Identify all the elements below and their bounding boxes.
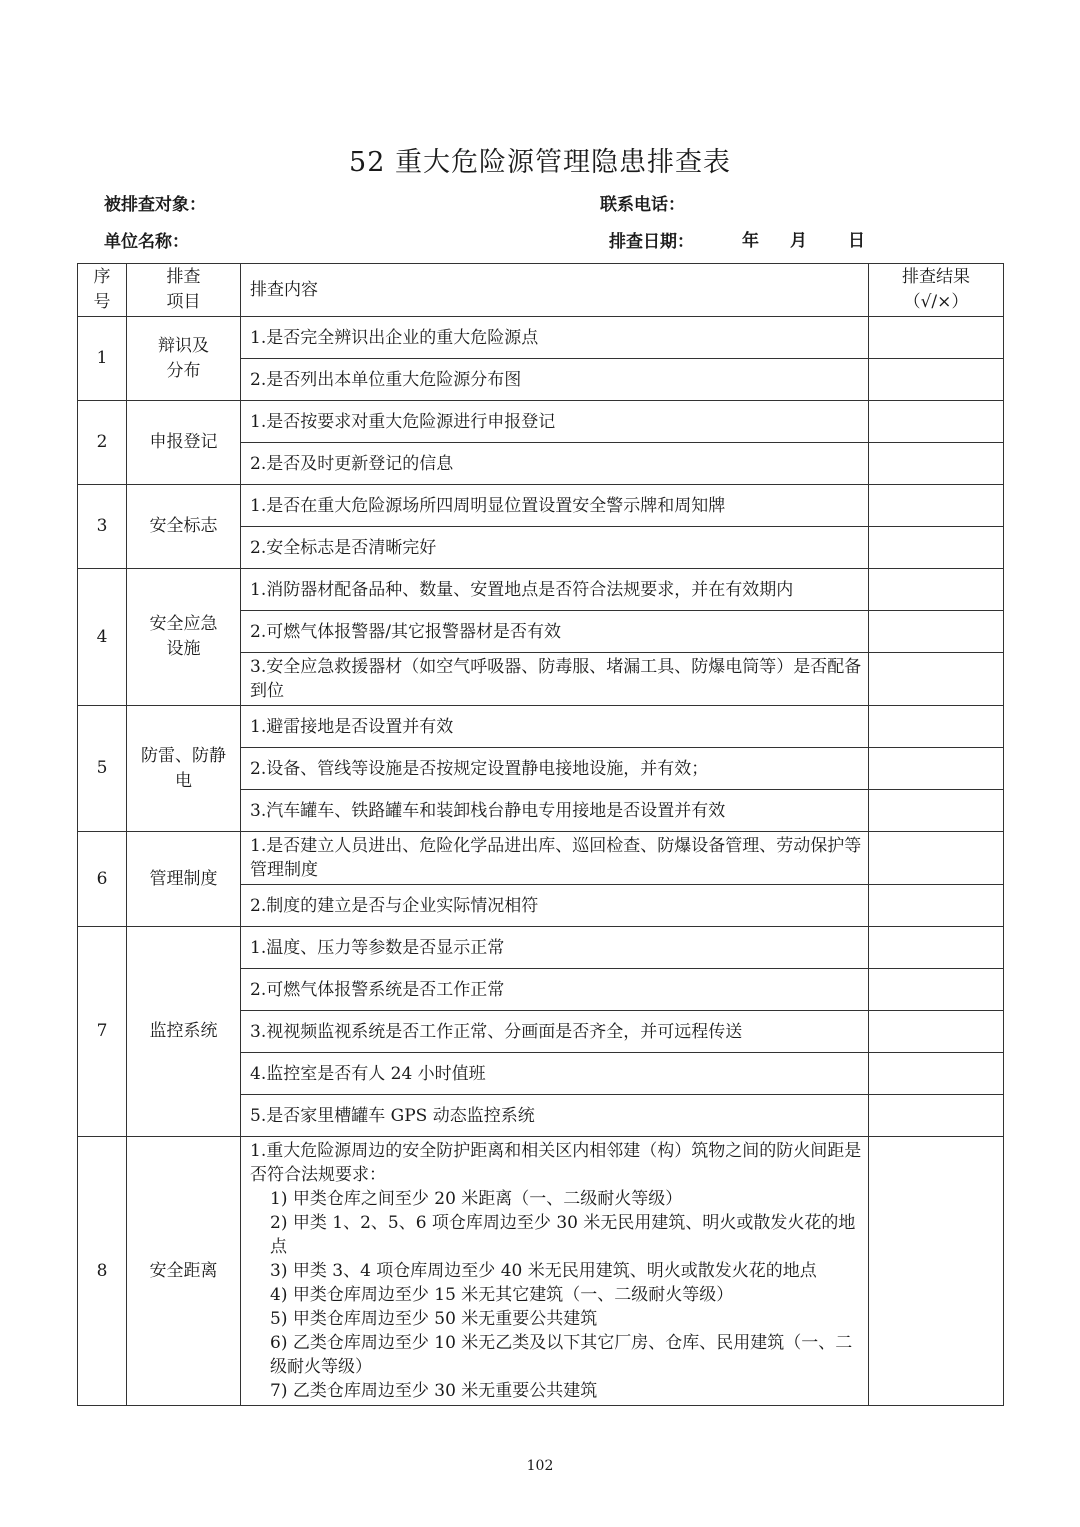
check-item-line1: 管理制度 bbox=[149, 868, 218, 889]
check-item-line2: 设施 bbox=[166, 639, 201, 659]
check-content-subitem: 6) 乙类仓库周边至少 10 米无乙类及以下其它厂房、仓库、民用建筑（一、二级耐火等级） bbox=[270, 1333, 853, 1377]
result-cell[interactable] bbox=[869, 790, 1004, 832]
result-cell[interactable] bbox=[869, 1053, 1004, 1095]
check-content-subitem: 5) 甲类仓库周边至少 50 米无重要公共建筑 bbox=[270, 1309, 598, 1329]
check-item bbox=[127, 401, 241, 485]
check-content: 2.是否及时更新登记的信息 bbox=[241, 443, 869, 485]
check-content: 4.监控室是否有人 24 小时值班 bbox=[241, 1053, 869, 1095]
date-month: 月 bbox=[790, 231, 807, 251]
page-number: 102 bbox=[526, 1458, 554, 1474]
check-item bbox=[127, 1137, 241, 1406]
result-cell[interactable] bbox=[869, 443, 1004, 485]
row-number: 3 bbox=[78, 485, 127, 569]
check-content-intro: 1.重大危险源周边的安全防护距离和相关区内相邻建（构）筑物之间的防火间距是否符合法规要求： bbox=[250, 1141, 862, 1185]
result-cell[interactable] bbox=[869, 401, 1004, 443]
table-row bbox=[78, 317, 1004, 359]
table-row bbox=[78, 706, 1004, 748]
check-item bbox=[127, 569, 241, 706]
check-item bbox=[127, 485, 241, 569]
result-cell[interactable] bbox=[869, 1011, 1004, 1053]
result-cell[interactable] bbox=[869, 527, 1004, 569]
check-content-subitem: 7) 乙类仓库周边至少 30 米无重要公共建筑 bbox=[270, 1381, 598, 1401]
table-row bbox=[78, 1137, 1004, 1406]
check-item-line1: 防雷、防静 bbox=[141, 745, 226, 766]
check-content: 3.汽车罐车、铁路罐车和装卸栈台静电专用接地是否设置并有效 bbox=[241, 790, 869, 832]
date-day: 日 bbox=[848, 231, 865, 251]
target-label: 被排查对象： bbox=[104, 195, 206, 215]
check-content: 2.设备、管线等设施是否按规定设置静电接地设施，并有效； bbox=[241, 748, 869, 790]
header-result: 排查结果 （√/×） bbox=[869, 264, 1004, 317]
result-cell[interactable] bbox=[869, 832, 1004, 885]
check-content: 2.制度的建立是否与企业实际情况相符 bbox=[241, 885, 869, 927]
result-cell[interactable] bbox=[869, 885, 1004, 927]
check-content: 2.可燃气体报警器/其它报警器材是否有效 bbox=[241, 611, 869, 653]
check-item-line2: 分布 bbox=[166, 360, 201, 381]
check-item-line1: 监控系统 bbox=[149, 1021, 218, 1041]
table-row bbox=[78, 927, 1004, 969]
row-number: 8 bbox=[78, 1137, 127, 1406]
result-cell[interactable] bbox=[869, 1137, 1004, 1406]
check-content: 1.是否建立人员进出、危险化学品进出库、巡回检查、防爆设备管理、劳动保护等管理制度 bbox=[241, 832, 869, 885]
row-number: 5 bbox=[78, 706, 127, 832]
check-content: 5.是否家里槽罐车 GPS 动态监控系统 bbox=[241, 1095, 869, 1137]
result-cell[interactable] bbox=[869, 1095, 1004, 1137]
result-cell[interactable] bbox=[869, 569, 1004, 611]
header-item: 排查 项目 bbox=[127, 264, 241, 317]
row-number: 4 bbox=[78, 569, 127, 706]
row-number: 1 bbox=[78, 317, 127, 401]
check-content: 3.视视频监视系统是否工作正常、分画面是否齐全，并可远程传送 bbox=[241, 1011, 869, 1053]
inspection-table bbox=[77, 263, 1004, 1406]
check-item-line1: 安全标志 bbox=[149, 516, 218, 536]
check-item-line1: 安全距离 bbox=[149, 1260, 218, 1281]
check-content: 1.是否按要求对重大危险源进行申报登记 bbox=[241, 401, 869, 443]
check-content: 2.安全标志是否清晰完好 bbox=[241, 527, 869, 569]
check-content: 1.避雷接地是否设置并有效 bbox=[241, 706, 869, 748]
check-content-subitem: 4) 甲类仓库周边至少 15 米无其它建筑（一、二级耐火等级） bbox=[270, 1285, 734, 1305]
check-content-subitem: 1) 甲类仓库之间至少 20 米距离（一、二级耐火等级） bbox=[270, 1189, 683, 1209]
check-content: 2.可燃气体报警系统是否工作正常 bbox=[241, 969, 869, 1011]
result-cell[interactable] bbox=[869, 485, 1004, 527]
result-cell[interactable] bbox=[869, 611, 1004, 653]
phone-label: 联系电话： bbox=[600, 195, 685, 215]
check-item bbox=[127, 927, 241, 1137]
table-row bbox=[78, 485, 1004, 527]
check-content: 1.消防器材配备品种、数量、安置地点是否符合法规要求，并在有效期内 bbox=[241, 569, 869, 611]
check-item bbox=[127, 317, 241, 401]
check-content: 1.温度、压力等参数是否显示正常 bbox=[241, 927, 869, 969]
row-number: 2 bbox=[78, 401, 127, 485]
result-cell[interactable] bbox=[869, 927, 1004, 969]
result-cell[interactable] bbox=[869, 317, 1004, 359]
check-item-line1: 辩识及 bbox=[158, 335, 209, 356]
table-header-row bbox=[78, 264, 1004, 317]
result-cell[interactable] bbox=[869, 748, 1004, 790]
check-item bbox=[127, 832, 241, 927]
row-number: 6 bbox=[78, 832, 127, 927]
check-content: 1.是否在重大危险源场所四周明显位置设置安全警示牌和周知牌 bbox=[241, 485, 869, 527]
date-year: 年 bbox=[742, 231, 759, 251]
table-row bbox=[78, 401, 1004, 443]
table-row bbox=[78, 832, 1004, 885]
page-title: 52 重大危险源管理隐患排查表 bbox=[349, 147, 731, 178]
unit-label: 单位名称： bbox=[104, 232, 189, 252]
result-cell[interactable] bbox=[869, 653, 1004, 706]
result-cell[interactable] bbox=[869, 359, 1004, 401]
date-label: 排查日期： bbox=[609, 232, 694, 252]
row-number: 7 bbox=[78, 927, 127, 1137]
check-content-subitem: 2) 甲类 1、2、5、6 项仓库周边至少 30 米无民用建筑、明火或散发火花的地点 bbox=[270, 1213, 856, 1257]
check-content: 1.是否完全辨识出企业的重大危险源点 bbox=[241, 317, 869, 359]
check-item bbox=[127, 706, 241, 832]
check-content-subitem: 3) 甲类 3、4 项仓库周边至少 40 米无民用建筑、明火或散发火花的地点 bbox=[270, 1261, 817, 1281]
header-no: 序 号 bbox=[78, 264, 127, 317]
check-content: 3.安全应急救援器材（如空气呼吸器、防毒服、堵漏工具、防爆电筒等）是否配备到位 bbox=[241, 653, 869, 706]
check-content: 2.是否列出本单位重大危险源分布图 bbox=[241, 359, 869, 401]
check-item-line2: 电 bbox=[175, 770, 192, 791]
result-cell[interactable] bbox=[869, 706, 1004, 748]
check-item-line1: 安全应急 bbox=[149, 614, 218, 634]
check-item-line1: 申报登记 bbox=[149, 432, 218, 452]
check-content bbox=[241, 1137, 869, 1406]
header-content: 排查内容 bbox=[241, 264, 869, 317]
table-row bbox=[78, 569, 1004, 611]
result-cell[interactable] bbox=[869, 969, 1004, 1011]
